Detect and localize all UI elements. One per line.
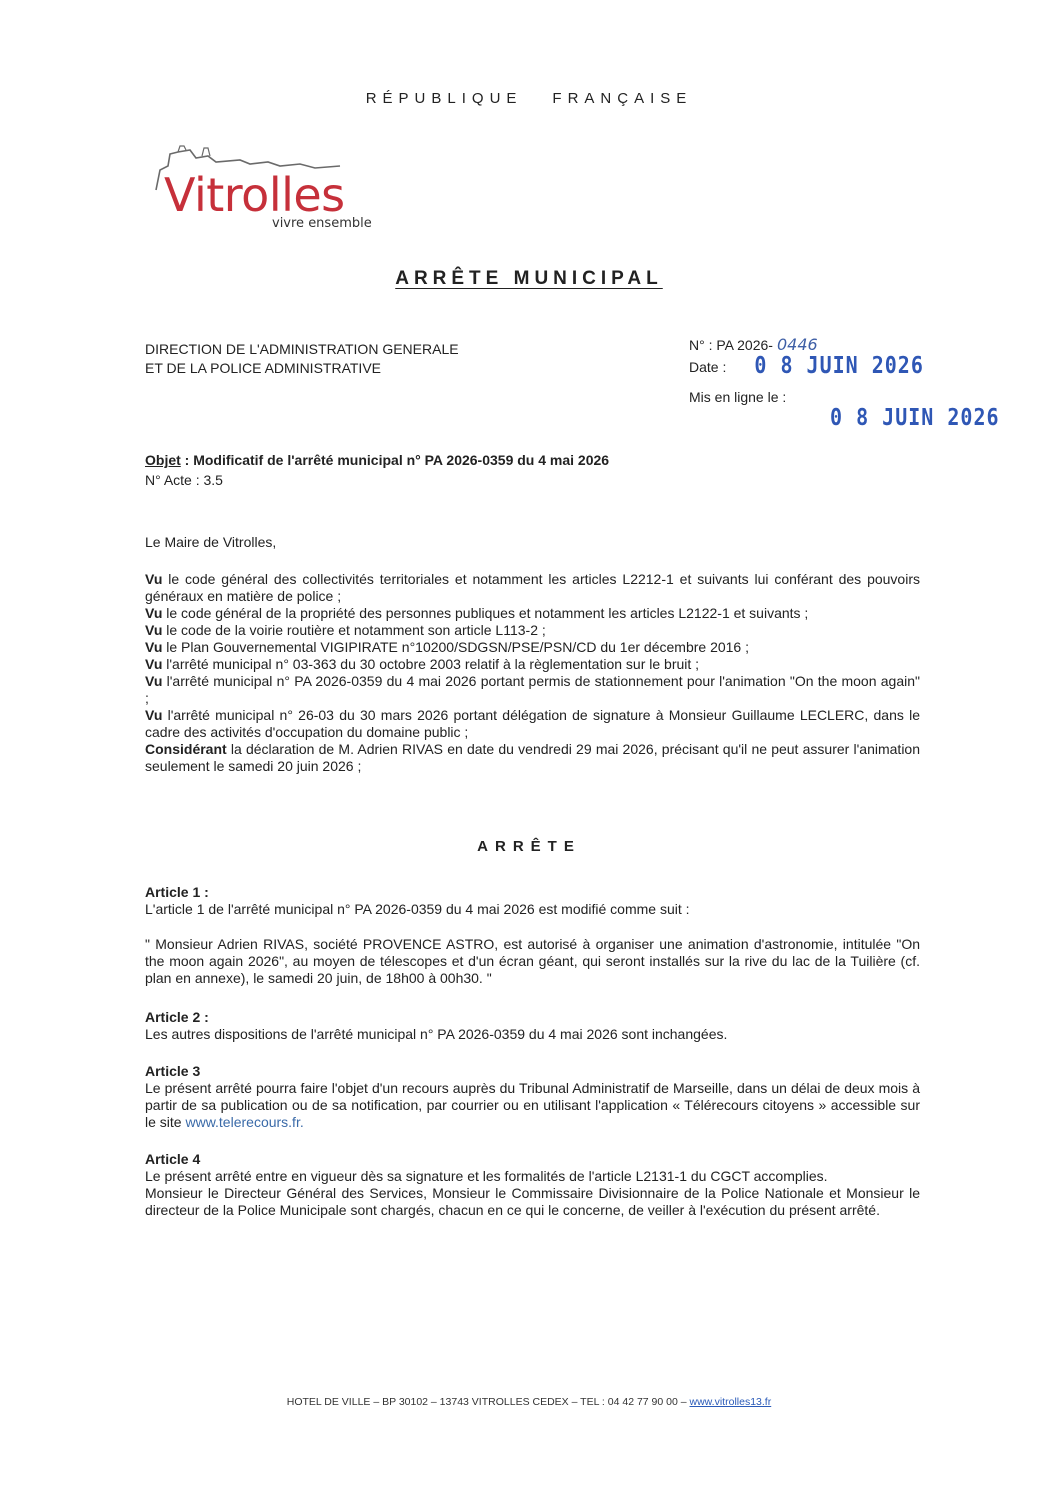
article-1-quote: " Monsieur Adrien RIVAS, société PROVENCE ASTRO, est autorisé à organiser une animation d'astronomie, intitulée "On the moon again 2026", au moyen de télescopes et d'un écran géant, qui seront installés sur la rive du lac de la Tuilière (cf. plan en annexe), le samedi 20 juin, de 18h00 à 00h30. " [145,936,920,986]
acte-number: N° Acte : 3.5 [145,472,223,488]
vu-item: Vu l'arrêté municipal n° 03-363 du 30 octobre 2003 relatif à la règlementation sur le bruit ; [145,656,700,672]
articles [145,884,920,1219]
date-stamp: 0 8 JUIN 2026 [754,351,924,379]
vu-item: Vu l'arrêté municipal n° PA 2026-0359 du 4 mai 2026 portant permis de stationnement pour l'animation "On the moon again" ; [145,673,920,706]
article-3-title: Article 3 [145,1063,201,1079]
article-2-text: Les autres dispositions de l'arrêté municipal n° PA 2026-0359 du 4 mai 2026 sont inchangées. [145,1026,728,1042]
online-stamp: 0 8 JUIN 2026 [830,403,1000,431]
objet-label: Objet [145,452,181,468]
footer-address: HOTEL DE VILLE – BP 30102 – 13743 VITROLLES CEDEX – TEL : 04 42 77 90 00 – [286,1396,690,1408]
logo-tagline: vivre ensemble [272,216,372,231]
objet-line [145,450,609,470]
article-2-title: Article 2 : [145,1009,209,1025]
article-1-title: Article 1 : [145,884,209,900]
vu-item: Vu le code de la voirie routière et notamment son article L113-2 ; [145,622,546,638]
direction-line-2: ET DE LA POLICE ADMINISTRATIVE [145,360,381,376]
date-row [689,351,924,379]
maire-intro: Le Maire de Vitrolles, [145,534,277,550]
vu-item: Vu l'arrêté municipal n° 26-03 du 30 mars 2026 portant délégation de signature à Monsieur Guillaume LECLERC, dans le cadre des activités d'occupation du domaine public ; [145,707,920,740]
telerecours-link[interactable]: www.telerecours.fr. [185,1114,304,1130]
article-4-text-1: Le présent arrêté entre en vigueur dès sa signature et les formalités de l'article L2131-1 du CGCT accomplies. [145,1168,828,1184]
article-3-text: Le présent arrêté pourra faire l'objet d'un recours auprès du Tribunal Administratif de Marseille, dans un délai de deux mois à partir de sa publication ou de sa notification, par courrier ou en utilisant l'application « Télérecours citoyens » accessible sur le site www.telerecours.fr. [145,1080,920,1130]
logo-wordmark: Vitrolles [164,168,345,222]
considerant-item: Considérant la déclaration de M. Adrien RIVAS en date du vendredi 29 mai 2026, précisant qu'il ne peut assurer l'animation seulement le samedi 20 juin 2026 ; [145,741,920,774]
preamble [145,534,920,775]
vu-item: Vu le Plan Gouvernemental VIGIPIRATE n°10200/SDGSN/PSE/PSN/CD du 1er décembre 2016 ; [145,639,750,655]
article-1-text: L'article 1 de l'arrêté municipal n° PA 2026-0359 du 4 mai 2026 est modifié comme suit : [145,901,690,917]
direction-block [145,340,459,378]
vu-item: Vu le code général de la propriété des personnes publiques et notamment les articles L2122-1 et suivants ; [145,605,809,621]
online-stamp-wrap [830,405,1000,429]
vu-item: Vu le code général des collectivités territoriales et notamment les articles L2212-1 et suivants lui conférant des pouvoirs généraux en matière de police ; [145,571,920,604]
republique-heading [0,90,1058,107]
republique-word-2: FRANÇAISE [552,90,693,107]
date-label: Date : [689,359,727,375]
republique-word-1: RÉPUBLIQUE [365,90,523,107]
document-title: ARRÊTE MUNICIPAL [395,268,663,289]
footer-website-link[interactable]: www.vitrolles13.fr [689,1396,772,1408]
direction-line-1: DIRECTION DE L'ADMINISTRATION GENERALE [145,341,459,357]
handwritten-number: 0446 [776,335,818,354]
objet-text: : Modificatif de l'arrêté municipal n° PA 2026-0359 du 4 mai 2026 [180,452,610,468]
article-4-title: Article 4 [145,1151,201,1167]
article-4-text-2: Monsieur le Directeur Général des Services, Monsieur le Commissaire Divisionnaire de la Police Nationale et Monsieur le directeur de la Police Municipale sont chargés, chacun en ce qui le concerne, de veiller à l'exécution du présent arrêté. [145,1185,920,1218]
vitrolles-logo [150,140,410,240]
objet-block [145,450,609,490]
online-label: Mis en ligne le : [689,389,787,405]
arrete-number: N° : PA 2026- 0446 [689,335,818,354]
arrete-section-title: ARRÊTE [477,838,581,855]
page-footer [0,1396,1058,1408]
meta-block [689,335,924,407]
